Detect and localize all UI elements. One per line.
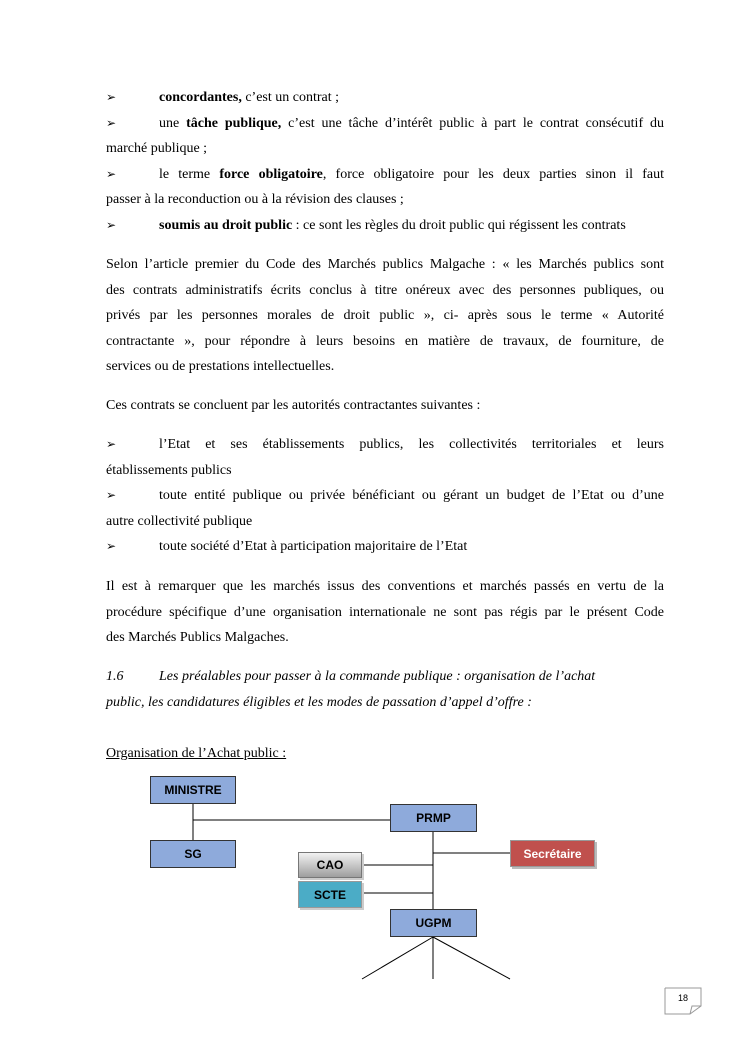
bullet-item: soumis au droit public : ce sont les règles du droit public qui régissent les contrats: [159, 217, 626, 233]
paragraph-line: services ou de prestations intellectuelles.: [106, 359, 335, 374]
bullet-item: une tâche publique, c’est une tâche d’intérêt public à part le contrat consécutif du: [159, 115, 664, 131]
bullet-continuation: établissements publics: [106, 462, 232, 478]
paragraph-line: privés par les personnes morales de droit public », ci- après sous le terme « Autorité: [106, 308, 664, 323]
bullet-item: toute société d’Etat à participation majoritaire de l’Etat: [159, 539, 468, 554]
paragraph-line: procédure spécifique d’une organisation internationale ne sont pas régis par le présent Code: [106, 604, 664, 620]
bullet-icon: ➢: [106, 488, 117, 502]
secretaire-box: Secrétaire: [510, 840, 595, 867]
section-heading-continuation: public, les candidatures éligibles et les modes de passation d’appel d’offre :: [106, 694, 532, 710]
bullet-item: concordantes, c’est un contrat ;: [159, 90, 340, 105]
paragraph-line: Selon l’article premier du Code des Marchés publics Malgache : « les Marchés publics sont: [106, 257, 664, 272]
cao-box: CAO: [298, 852, 362, 878]
bullet-continuation: autre collectivité publique: [106, 513, 253, 529]
prmp-box: PRMP: [390, 804, 477, 832]
paragraph-line: des contrats administratifs écrits conclus à titre onéreux avec des personnes publiques, ou: [106, 282, 664, 298]
bullet-icon: ➢: [106, 437, 117, 451]
bullet-icon: ➢: [106, 90, 117, 104]
section-heading: 1.6 Les préalables pour passer à la commande publique : organisation de l’achat: [106, 664, 666, 690]
paragraph-line: des Marchés Publics Malgaches.: [106, 630, 289, 645]
page-number: 18: [678, 993, 689, 1003]
bullet-item: le terme force obligatoire, force obligatoire pour les deux parties sinon il faut: [159, 166, 665, 182]
paragraph-line: contractante », pour répondre à leurs besoins en matière de travaux, de fourniture, de: [106, 333, 664, 349]
bullet-continuation: passer à la reconduction ou à la révision des clauses ;: [106, 192, 404, 207]
scte-box: SCTE: [298, 881, 362, 908]
section-number: 1.6: [106, 669, 124, 684]
ministre-box: MINISTRE: [150, 776, 236, 804]
bullet-item: l’Etat et ses établissements publics, les collectivités territoriales et leurs: [159, 437, 664, 452]
bullet-icon: ➢: [106, 166, 117, 181]
subheading: Organisation de l’Achat public :: [106, 746, 287, 761]
bullet-icon: ➢: [106, 217, 117, 232]
bullet-icon: ➢: [106, 539, 117, 553]
bullet-item: toute entité publique ou privée bénéficiant ou gérant un budget de l’Etat ou d’une: [159, 488, 664, 503]
paragraph: Ces contrats se concluent par les autorités contractantes suivantes :: [106, 398, 481, 413]
sg-box: SG: [150, 840, 236, 868]
bullet-icon: ➢: [106, 115, 117, 130]
paragraph-line: Il est à remarquer que les marchés issus des conventions et marchés passés en vertu de la: [106, 579, 664, 594]
bullet-continuation: marché publique ;: [106, 141, 208, 156]
ugpm-box: UGPM: [390, 909, 477, 937]
